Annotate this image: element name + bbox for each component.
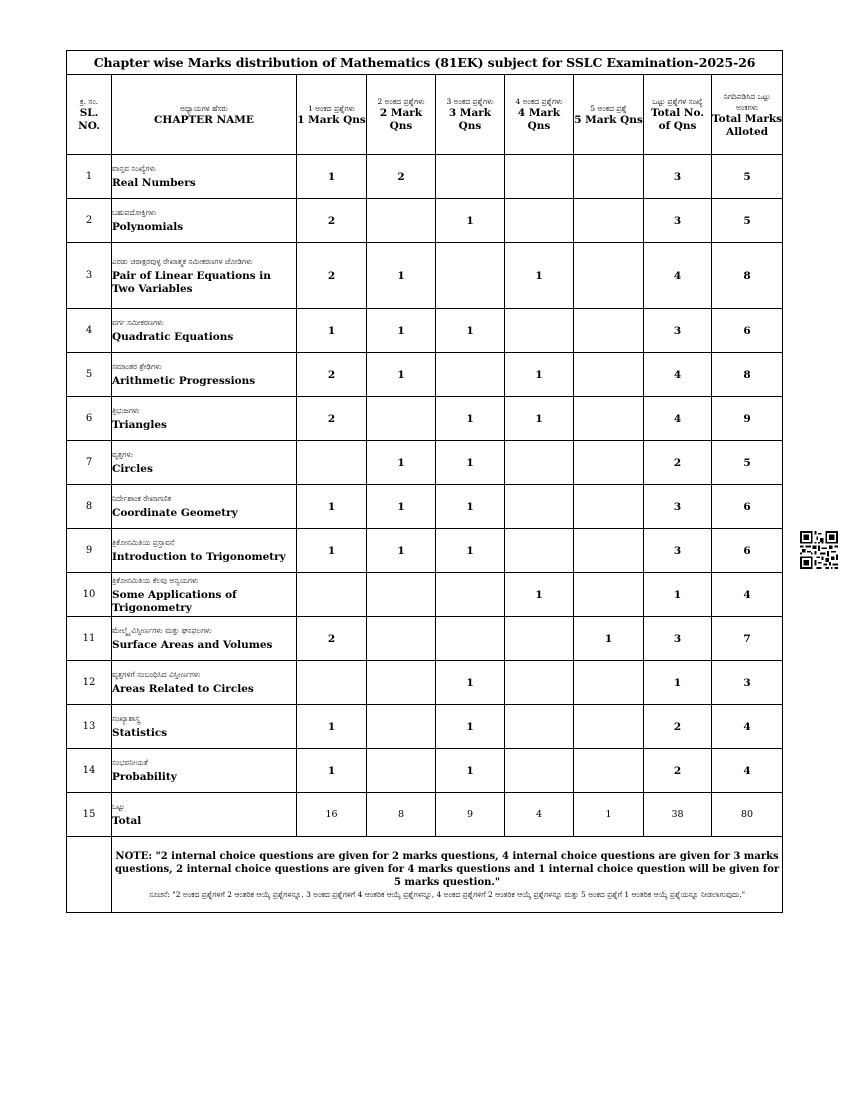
header-2-mark-en: 2 Mark Qns [379, 107, 423, 132]
2-mark-cell: 1 [367, 353, 436, 397]
sl-no-cell: 4 [67, 309, 112, 353]
header-3-mark [436, 75, 505, 155]
4-mark-cell: 1 [505, 353, 574, 397]
header-total-questions [644, 75, 712, 155]
chapter-cell [112, 661, 297, 705]
chapter-cell [112, 573, 297, 617]
total-questions-cell: 4 [644, 353, 712, 397]
total-marks-cell: 4 [712, 705, 783, 749]
chapter-name-kannada: ಸಂಭವನೀಯತೆ [112, 758, 148, 767]
total-questions-cell: 3 [644, 617, 712, 661]
total-label [112, 793, 297, 837]
header-1-mark-en: 1 Mark Qns [297, 113, 366, 126]
note-english: NOTE: "2 internal choice questions are given for 2 marks questions, 4 internal choice questions are given for 3 marks questions, 2 internal choice questions are given for 4 marks questions and 1 internal choice question will be given for 5 marks question." [114, 850, 780, 888]
5-mark-cell: 1 [574, 617, 644, 661]
5-mark-cell [574, 573, 644, 617]
header-5-mark-kn: 5 ಅಂಕದ ಪ್ರಶ್ನೆ [590, 103, 627, 113]
3-mark-cell: 1 [436, 749, 505, 793]
table-row [67, 243, 783, 309]
table-row [67, 705, 783, 749]
chapter-rows [67, 155, 783, 793]
chapter-cell [112, 441, 297, 485]
header-4-mark [505, 75, 574, 155]
total-marks-cell: 9 [712, 397, 783, 441]
header-2-mark-kn: 2 ಅಂಕದ ಪ್ರಶ್ನೆಗಳು [377, 97, 425, 106]
header-5-mark [574, 75, 644, 155]
header-sl-en: SL. NO. [78, 107, 100, 132]
total-questions-cell: 3 [644, 199, 712, 243]
4-mark-cell: 1 [505, 243, 574, 309]
chapter-cell [112, 199, 297, 243]
3-mark-cell: 1 [436, 309, 505, 353]
5-mark-cell [574, 309, 644, 353]
table-row [67, 199, 783, 243]
chapter-name-english: Surface Areas and Volumes [112, 639, 273, 651]
4-mark-cell [505, 441, 574, 485]
chapter-cell [112, 243, 297, 309]
header-chapter-en: CHAPTER NAME [154, 113, 254, 126]
sl-no-cell: 8 [67, 485, 112, 529]
5-mark-cell [574, 353, 644, 397]
total-questions-cell: 3 [644, 485, 712, 529]
total-marks-cell: 6 [712, 529, 783, 573]
5-mark-cell [574, 529, 644, 573]
total-label-kn: ಒಟ್ಟು [112, 802, 125, 811]
4-mark-cell [505, 705, 574, 749]
1-mark-cell: 2 [297, 353, 367, 397]
total-marks-cell: 3 [712, 661, 783, 705]
qr-code-icon [800, 531, 838, 569]
table-row [67, 573, 783, 617]
chapter-name-kannada: ಮೇಲ್ಮೈ ವಿಸ್ತೀರ್ಣಗಳು ಮತ್ತು ಘನಫಲಗಳು [112, 626, 212, 635]
header-3-mark-kn: 3 ಅಂಕದ ಪ್ರಶ್ನೆಗಳು [446, 97, 494, 106]
table-row [67, 485, 783, 529]
4-mark-cell: 1 [505, 397, 574, 441]
chapter-name-kannada: ಸಮಾಂತರ ಶ್ರೇಢಿಗಳು [112, 362, 162, 371]
2-mark-cell [367, 749, 436, 793]
5-mark-cell [574, 705, 644, 749]
sl-no-cell: 14 [67, 749, 112, 793]
chapter-name-english: Polynomials [112, 221, 184, 233]
2-mark-cell [367, 661, 436, 705]
header-sl-kn: ಕ್ರ. ಸಂ. [79, 97, 99, 106]
header-total-questions-en: Total No. of Qns [651, 107, 704, 132]
1-mark-cell: 2 [297, 243, 367, 309]
header-total-marks [712, 75, 783, 155]
5-mark-cell [574, 243, 644, 309]
total-questions-cell: 3 [644, 529, 712, 573]
sl-no-cell: 3 [67, 243, 112, 309]
2-mark-cell [367, 573, 436, 617]
total-marks-cell: 4 [712, 573, 783, 617]
header-chapter-kn: ಅಧ್ಯಾಯಗಳ ಹೆಸರು [180, 103, 228, 113]
table-row [67, 155, 783, 199]
table-row [67, 617, 783, 661]
4-mark-cell [505, 617, 574, 661]
4-mark-cell [505, 529, 574, 573]
header-total-marks-en: Total Marks Alloted [712, 112, 783, 138]
5-mark-cell [574, 397, 644, 441]
total-marks-cell: 7 [712, 617, 783, 661]
header-1-mark-kn: 1 ಅಂಕದ ಪ್ರಶ್ನೆಗಳು [307, 103, 356, 113]
chapter-cell [112, 749, 297, 793]
3-mark-cell [436, 573, 505, 617]
header-chapter-name [112, 75, 297, 155]
total-marks-cell: 5 [712, 155, 783, 199]
chapter-cell [112, 617, 297, 661]
total-marks-cell: 6 [712, 309, 783, 353]
header-3-mark-en: 3 Mark Qns [448, 107, 492, 132]
sl-no-cell: 5 [67, 353, 112, 397]
3-mark-cell: 1 [436, 485, 505, 529]
3-mark-cell: 1 [436, 529, 505, 573]
total-marks-cell: 5 [712, 199, 783, 243]
total-marks-cell: 6 [712, 485, 783, 529]
chapter-name-kannada: ವೃತ್ತಗಳು [112, 450, 133, 459]
header-sl-no [67, 75, 112, 155]
2-mark-cell [367, 617, 436, 661]
table-row [67, 309, 783, 353]
total-5-mark: 1 [574, 793, 644, 837]
sl-no-cell: 1 [67, 155, 112, 199]
total-1-mark: 16 [297, 793, 367, 837]
total-questions-cell: 3 [644, 309, 712, 353]
note-row [67, 837, 783, 913]
total-marks: 80 [712, 793, 783, 837]
5-mark-cell [574, 441, 644, 485]
1-mark-cell: 2 [297, 617, 367, 661]
sl-no-cell: 13 [67, 705, 112, 749]
chapter-cell [112, 705, 297, 749]
chapter-name-english: Quadratic Equations [112, 331, 234, 343]
2-mark-cell: 1 [367, 309, 436, 353]
total-marks-cell: 8 [712, 243, 783, 309]
total-label-en: Total [112, 815, 142, 827]
table-row [67, 749, 783, 793]
1-mark-cell: 2 [297, 199, 367, 243]
1-mark-cell [297, 661, 367, 705]
5-mark-cell [574, 199, 644, 243]
3-mark-cell: 1 [436, 661, 505, 705]
total-marks-cell: 4 [712, 749, 783, 793]
header-total-marks-kn: ನಿಗದಿಪಡಿಸಿದ ಒಟ್ಟು ಅಂಕಗಳು [723, 91, 771, 112]
chapter-name-kannada: ತ್ರಿಕೋನಮಿತಿಯ ಕೆಲವು ಅನ್ವಯಗಳು [112, 575, 199, 585]
5-mark-cell [574, 155, 644, 199]
1-mark-cell [297, 441, 367, 485]
chapter-name-kannada: ನಿರ್ದೇಶಾಂಕ ರೇಖಾಗಣಿತ [112, 494, 172, 503]
3-mark-cell: 1 [436, 705, 505, 749]
total-questions-cell: 2 [644, 749, 712, 793]
3-mark-cell: 1 [436, 441, 505, 485]
header-total-questions-kn: ಒಟ್ಟು ಪ್ರಶ್ನೆಗಳ ಸಂಖ್ಯೆ [652, 97, 703, 106]
total-questions: 38 [644, 793, 712, 837]
1-mark-cell: 2 [297, 397, 367, 441]
page-title: Chapter wise Marks distribution of Mathematics (81EK) subject for SSLC Examination-2025-26 [67, 51, 783, 75]
chapter-name-kannada: ತ್ರಿಕೋನಮಿತಿಯ ಪ್ರಸ್ತಾವನೆ [112, 538, 175, 547]
4-mark-cell [505, 661, 574, 705]
marks-distribution-table [66, 50, 783, 913]
chapter-name-english: Circles [112, 463, 153, 475]
chapter-cell [112, 309, 297, 353]
note-cell [112, 837, 783, 913]
2-mark-cell: 1 [367, 529, 436, 573]
chapter-name-kannada: ಬಹುಪದೋಕ್ತಿಗಳು [112, 208, 157, 217]
header-1-mark [297, 75, 367, 155]
1-mark-cell: 1 [297, 705, 367, 749]
total-3-mark: 9 [436, 793, 505, 837]
2-mark-cell: 1 [367, 243, 436, 309]
3-mark-cell [436, 353, 505, 397]
2-mark-cell: 1 [367, 441, 436, 485]
total-questions-cell: 1 [644, 573, 712, 617]
table-row [67, 661, 783, 705]
sl-no-cell: 11 [67, 617, 112, 661]
chapter-cell [112, 353, 297, 397]
chapter-name-english: Coordinate Geometry [112, 507, 238, 519]
4-mark-cell [505, 199, 574, 243]
4-mark-cell [505, 155, 574, 199]
total-questions-cell: 2 [644, 441, 712, 485]
total-marks-cell: 8 [712, 353, 783, 397]
total-marks-cell: 5 [712, 441, 783, 485]
chapter-name-kannada: ಎರಡು ಚರಾಕ್ಷರವುಳ್ಳ ರೇಖಾತ್ಮಕ ಸಮೀಕರಣಗಳ ಜೋಡಿಗಳು [112, 256, 253, 266]
1-mark-cell [297, 573, 367, 617]
chapter-name-english: Areas Related to Circles [112, 683, 254, 695]
5-mark-cell [574, 661, 644, 705]
chapter-name-kannada: ತ್ರಿಭುಜಗಳು [112, 406, 140, 415]
header-2-mark [367, 75, 436, 155]
4-mark-cell [505, 309, 574, 353]
3-mark-cell [436, 243, 505, 309]
4-mark-cell [505, 749, 574, 793]
total-questions-cell: 4 [644, 243, 712, 309]
chapter-name-kannada: ವೃತ್ತಗಳಿಗೆ ಸಂಬಂಧಿಸಿದ ವಿಸ್ತೀರ್ಣಗಳು [112, 670, 201, 679]
chapter-name-english: Probability [112, 771, 177, 783]
chapter-name-english: Pair of Linear Equations in Two Variables [112, 269, 271, 295]
chapter-cell [112, 485, 297, 529]
chapter-name-kannada: ಸಂಖ್ಯಾಶಾಸ್ತ್ರ [112, 714, 141, 723]
1-mark-cell: 1 [297, 155, 367, 199]
total-2-mark: 8 [367, 793, 436, 837]
chapter-name-english: Some Applications of Trigonometry [112, 588, 237, 614]
total-questions-cell: 1 [644, 661, 712, 705]
total-questions-cell: 2 [644, 705, 712, 749]
total-questions-cell: 4 [644, 397, 712, 441]
total-questions-cell: 3 [644, 155, 712, 199]
note-spacer [67, 837, 112, 913]
sl-no-cell: 10 [67, 573, 112, 617]
chapter-cell [112, 529, 297, 573]
total-row [67, 793, 783, 837]
total-sl: 15 [67, 793, 112, 837]
2-mark-cell: 2 [367, 155, 436, 199]
4-mark-cell [505, 485, 574, 529]
chapter-name-english: Real Numbers [112, 177, 196, 189]
sl-no-cell: 2 [67, 199, 112, 243]
table-row [67, 529, 783, 573]
1-mark-cell: 1 [297, 529, 367, 573]
sl-no-cell: 12 [67, 661, 112, 705]
header-4-mark-en: 4 Mark Qns [517, 107, 561, 132]
chapter-cell [112, 397, 297, 441]
table-row [67, 353, 783, 397]
3-mark-cell: 1 [436, 397, 505, 441]
5-mark-cell [574, 485, 644, 529]
sl-no-cell: 6 [67, 397, 112, 441]
chapter-cell [112, 155, 297, 199]
table-row [67, 397, 783, 441]
3-mark-cell: 1 [436, 199, 505, 243]
5-mark-cell [574, 749, 644, 793]
chapter-name-kannada: ವರ್ಗ ಸಮೀಕರಣಗಳು [112, 318, 164, 327]
3-mark-cell [436, 155, 505, 199]
2-mark-cell [367, 397, 436, 441]
1-mark-cell: 1 [297, 309, 367, 353]
total-4-mark: 4 [505, 793, 574, 837]
chapter-name-english: Arithmetic Progressions [112, 375, 256, 387]
1-mark-cell: 1 [297, 749, 367, 793]
header-5-mark-en: 5 Mark Qns [574, 113, 643, 126]
header-4-mark-kn: 4 ಅಂಕದ ಪ್ರಶ್ನೆಗಳು [515, 97, 563, 106]
3-mark-cell [436, 617, 505, 661]
chapter-name-kannada: ವಾಸ್ತವ ಸಂಖ್ಯೆಗಳು [112, 164, 156, 173]
note-kannada: ಸೂಚನೆ: "2 ಅಂಕದ ಪ್ರಶ್ನೆಗಳಿಗೆ 2 ಆಂತರಿಕ ಆಯ್ಕೆ ಪ್ರಶ್ನೆಗಳನ್ನೂ, 3 ಅಂಕದ ಪ್ರಶ್ನೆಗಳಿಗೆ 4 ಆಂತರಿಕ ಆಯ್ಕೆ ಪ್ರಶ್ನೆಗಳನ್ನೂ, 4 ಅಂಕದ ಪ್ರಶ್ನೆಗಳಿಗೆ 2 ಆಂತರಿಕ ಆಯ್ಕೆ ಪ್ರಶ್ನೆಗಳನ್ನೂ ಮತ್ತು 5 ಅಂಕದ ಪ್ರಶ್ನೆಗೆ 1 ಆಂತರಿಕ ಆಯ್ಕೆ ಪ್ರಶ್ನೆಯನ್ನೂ ನೀಡಲಾಗುವುದು." [149, 889, 746, 899]
chapter-name-english: Triangles [112, 419, 167, 431]
1-mark-cell: 1 [297, 485, 367, 529]
chapter-name-english: Introduction to Trigonometry [112, 551, 286, 563]
sl-no-cell: 9 [67, 529, 112, 573]
table-row [67, 441, 783, 485]
chapter-name-english: Statistics [112, 727, 168, 739]
2-mark-cell [367, 705, 436, 749]
2-mark-cell: 1 [367, 485, 436, 529]
2-mark-cell [367, 199, 436, 243]
header-row [67, 75, 783, 155]
4-mark-cell: 1 [505, 573, 574, 617]
sl-no-cell: 7 [67, 441, 112, 485]
